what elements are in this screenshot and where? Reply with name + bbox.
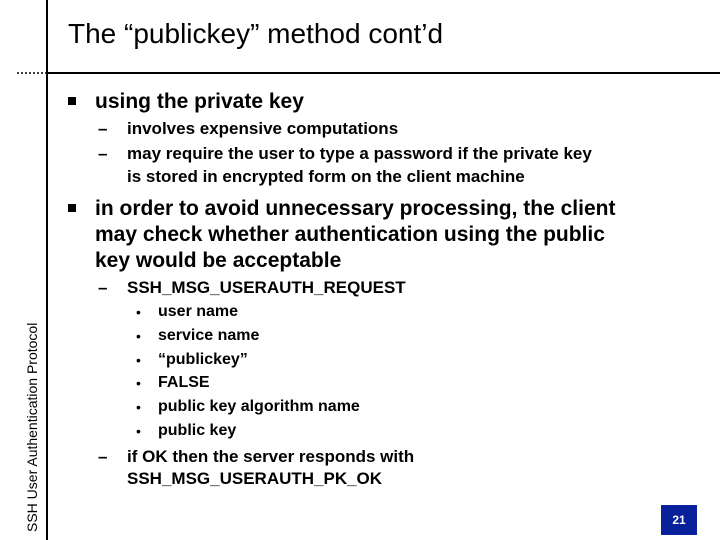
dot-icon: • <box>136 328 141 344</box>
page-number: 21 <box>661 505 697 535</box>
dash-icon: – <box>98 144 108 163</box>
square-bullet-icon <box>68 97 76 105</box>
square-bullet-icon <box>68 204 76 212</box>
field-text: “publickey” <box>158 351 248 368</box>
dot-icon: • <box>136 375 141 391</box>
field-text: public key algorithm name <box>158 398 360 415</box>
bullet-text: using the private key <box>95 90 304 113</box>
sub-bullet-text: involves expensive computations <box>127 119 399 138</box>
field-text: FALSE <box>158 374 210 391</box>
sidebar-label: SSH User Authentication Protocol <box>24 322 40 532</box>
dotted-rule <box>16 72 46 74</box>
sub-bullet-text: is stored in encrypted form on the client machine <box>127 167 525 186</box>
field-text: user name <box>158 303 239 320</box>
dash-icon: – <box>98 447 108 466</box>
field-text: service name <box>158 327 260 344</box>
dash-icon: – <box>98 278 108 297</box>
sub-bullet-text: SSH_MSG_USERAUTH_REQUEST <box>127 278 406 297</box>
bullet-text: key would be acceptable <box>95 249 342 272</box>
sub-bullet-text: SSH_MSG_USERAUTH_PK_OK <box>127 469 383 488</box>
title-rule <box>46 72 720 74</box>
dash-icon: – <box>98 119 108 138</box>
dot-icon: • <box>136 304 141 320</box>
field-text: public key <box>158 422 237 439</box>
dot-icon: • <box>136 423 141 439</box>
bullet-text: may check whether authentication using the public <box>95 223 605 246</box>
sidebar-divider <box>46 0 48 540</box>
page-title: The “publickey” method cont’d <box>68 18 444 49</box>
bullet-text: in order to avoid unnecessary processing, the client <box>95 197 616 220</box>
sub-bullet-text: may require the user to type a password if the private key <box>127 144 592 163</box>
dot-icon: • <box>136 352 141 368</box>
dot-icon: • <box>136 399 141 415</box>
sub-bullet-text: if OK then the server responds with <box>127 447 415 466</box>
